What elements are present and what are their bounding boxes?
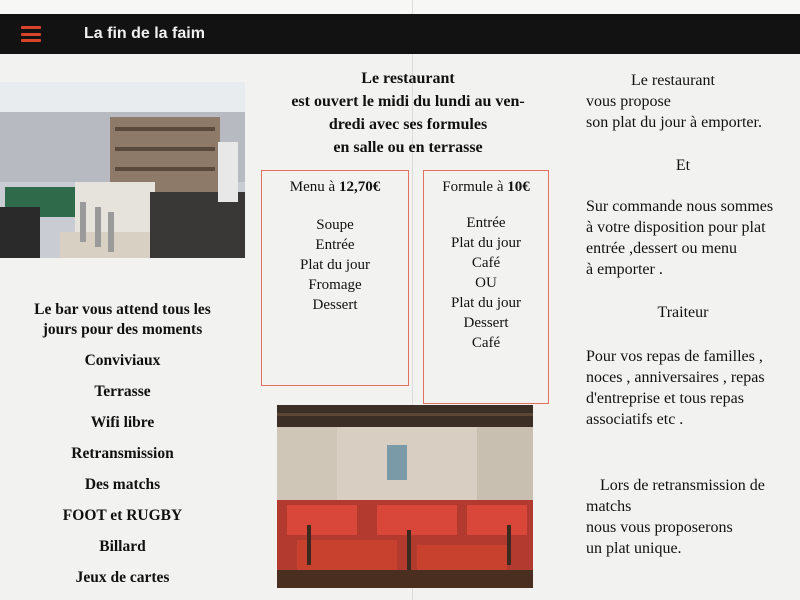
menu-item: Soupe [316, 217, 354, 233]
formule-item: Dessert [463, 315, 509, 331]
menu-item: Fromage [308, 277, 362, 293]
bar-feature: Des matchs [84, 476, 161, 493]
match-line: matchs [586, 498, 632, 515]
order-line: Sur commande nous sommes [586, 198, 774, 215]
restaurant-heading-line: en salle ou en terrasse [333, 139, 483, 156]
order-line: entrée ,dessert ou menu [586, 240, 738, 257]
menu-item: Dessert [312, 297, 358, 313]
match-line: nous vous proposerons [586, 519, 733, 536]
restaurant-heading-line: est ouvert le midi du lundi au ven- [291, 93, 525, 110]
bar-description [0, 300, 245, 588]
services-line: vous propose [586, 93, 671, 110]
bar-feature: Terrasse [94, 383, 151, 400]
traiteur-line: d'entreprise et tous repas [586, 390, 744, 407]
traiteur-line: Pour vos repas de familles , [586, 348, 763, 365]
menu-items [262, 215, 408, 315]
match-line: un plat unique. [586, 540, 682, 557]
menu-price: 12,70€ [338, 179, 381, 195]
formule-title: Formule à 10€ [442, 179, 530, 195]
menu-button[interactable] [0, 14, 62, 54]
match-line: Lors de retransmission de [600, 477, 765, 494]
bar-feature: Billard [99, 538, 146, 555]
services-et: Et [675, 157, 691, 174]
formule-price: 10€ [507, 179, 530, 195]
bar-intro-line: Le bar vous attend tous les [34, 301, 211, 318]
bar-feature: FOOT et RUGBY [62, 507, 183, 524]
formule-box [423, 170, 549, 404]
formule-item: Entrée [466, 215, 506, 231]
bar-feature: Jeux de cartes [75, 569, 170, 586]
menu-item: Entrée [315, 237, 355, 253]
bar-feature: Conviviaux [84, 352, 161, 369]
restaurant-heading [258, 67, 558, 159]
formule-item: Plat du jour [451, 235, 521, 251]
restaurant-heading-line: Le restaurant [361, 70, 455, 87]
formule-item: Café [471, 335, 501, 351]
bar-feature: Wifi libre [90, 414, 155, 431]
bar-feature: Retransmission [71, 445, 174, 462]
menu-title: Menu à 12,70€ [289, 179, 381, 195]
bar-photo [0, 82, 245, 258]
menu-box [261, 170, 409, 386]
traiteur-line: noces , anniversaires , repas [586, 369, 765, 386]
services-title: Le restaurant [631, 72, 715, 89]
traiteur-heading: Traiteur [657, 304, 709, 321]
formule-item: Plat du jour [451, 295, 521, 311]
app-header [0, 14, 800, 54]
services-line: son plat du jour à emporter. [586, 114, 762, 131]
formule-item: Café [471, 255, 501, 271]
traiteur-line: associatifs etc . [586, 411, 684, 428]
services-column [586, 70, 800, 559]
restaurant-heading-line: dredi avec ses formules [328, 116, 488, 133]
hamburger-menu-icon [21, 26, 41, 42]
page-title: La fin de la faim [84, 25, 205, 42]
page-top-margin [0, 0, 800, 14]
menu-item: Plat du jour [300, 257, 370, 273]
dining-room-photo [277, 405, 533, 588]
formule-item: OU [475, 275, 497, 291]
formule-items [424, 213, 548, 353]
order-line: à emporter . [586, 261, 663, 278]
bar-intro-line: jours pour des moments [42, 321, 203, 338]
order-line: à votre disposition pour plat [586, 219, 766, 236]
